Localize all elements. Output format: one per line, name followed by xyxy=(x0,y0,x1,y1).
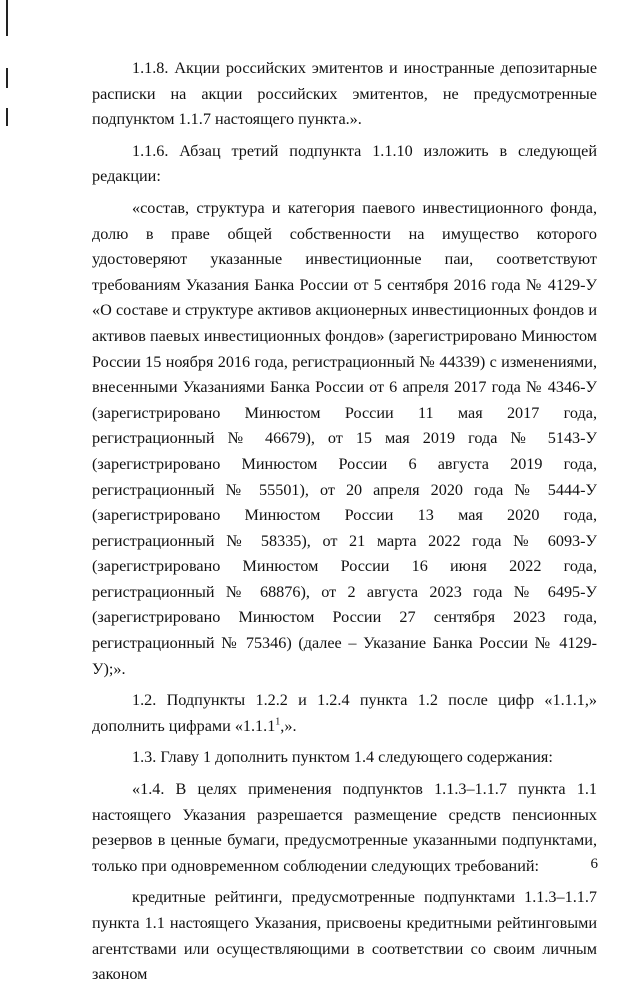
scan-edge-mark xyxy=(6,108,8,126)
paragraph-1-3: 1.3. Главу 1 дополнить пунктом 1.4 следующего содержания: xyxy=(132,748,553,767)
paragraph-quoted-composition: «состав, структура и категория паевого инвестиционного фонда, долю в праве общей собственности на имущество которого удостоверяют указанные инвестиционные паи, соответствуют требованиям Указания Банка России от 5 сентября 2016 года № 4129-У «О составе и структуре активов акционерных инвестиционных фондов и активов паевых инвестиционных фондов» (зарегистрировано Минюстом России 15 ноября 2016 года, регистрационный № 44339) с изменениями, внесенными Указаниями Банка России от 6 апреля 2017 года № 4346-У (зарегистрировано Минюстом России 11 мая 2017 года, регистрационный № 46679), от 15 мая 2019 года № 5143-У (зарегистрировано Минюстом России 6 августа 2019 года, регистрационный № 55501), от 20 апреля 2020 года № 5444-У (зарегистрировано Минюстом России 13 мая 2020 года, регистрационный № 58335), от 21 марта 2022 года № 6093-У (зарегистрировано Минюстом России 16 июня 2022 года, регистрационный № 68876), от 2 августа 2023 года № 6495-У (зарегистрировано Минюстом России 27 сентября 2023 года, регистрационный № 75346) (далее – Указание Банка России № 4129-У);». xyxy=(92,198,597,678)
page-number: 6 xyxy=(590,856,598,872)
paragraph-1-2 xyxy=(92,688,597,739)
paragraph-1-4: «1.4. В целях применения подпунктов 1.1.3–1.1.7 пункта 1.1 настоящего Указания разрешается размещение средств пенсионных резервов в ценные бумаги, предусмотренные указанными подпунктами, только при одновременном соблюдении следующих требований: xyxy=(92,780,597,875)
paragraph-1-2-text: 1.2. Подпункты 1.2.2 и 1.2.4 пункта 1.2 после цифр «1.1.1,» дополнить цифрами «1.1.1 xyxy=(92,691,597,735)
paragraph-credit-ratings: кредитные рейтинги, предусмотренные подпунктами 1.1.3–1.1.7 пункта 1.1 настоящего Указания, присвоены кредитными рейтинговыми агентствами или осуществляющими в соответствии со своим личным законом xyxy=(92,888,597,984)
paragraph-1-2-tail: ,». xyxy=(280,716,297,735)
document-body xyxy=(92,56,597,988)
scan-edge-mark xyxy=(6,68,8,88)
superscript-one: 1 xyxy=(275,716,281,728)
paragraph-1-1-6: 1.1.6. Абзац третий подпункта 1.1.10 изложить в следующей редакции: xyxy=(92,141,597,186)
scan-edge-mark xyxy=(6,0,8,36)
paragraph-1-1-8: 1.1.8. Акции российских эмитентов и иностранные депозитарные расписки на акции российских эмитентов, не предусмотренные подпунктом 1.1.7 настоящего пункта.». xyxy=(92,59,597,129)
